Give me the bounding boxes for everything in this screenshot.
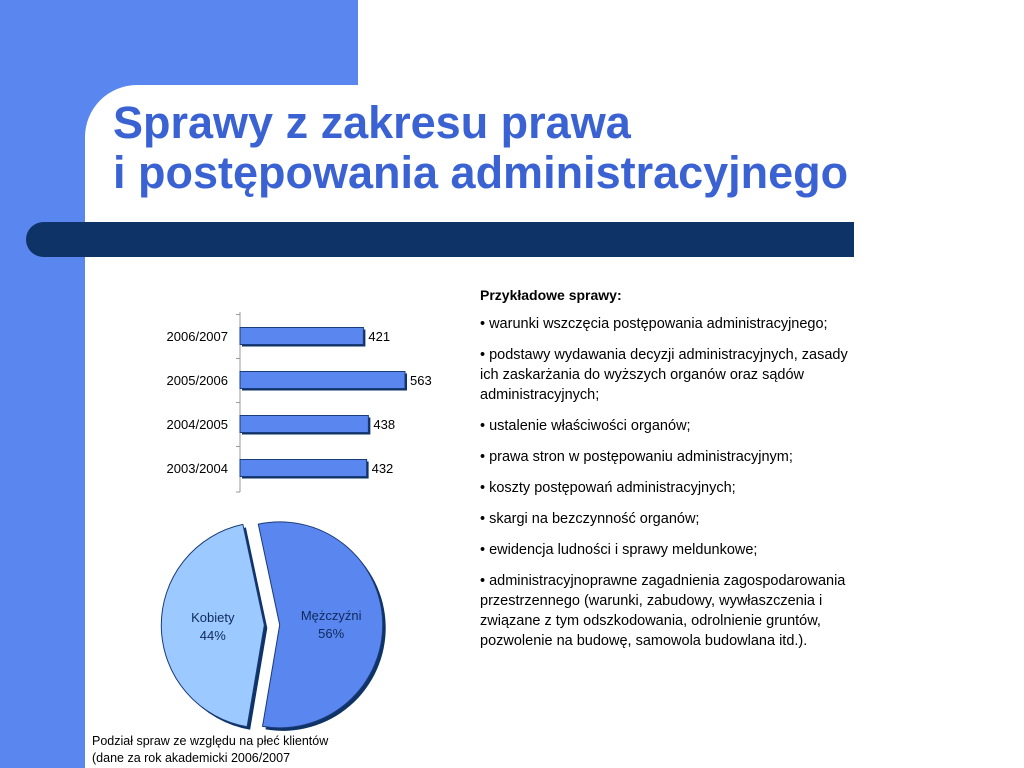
example-item-text: ewidencja ludności i sprawy meldunkowe; (489, 542, 758, 558)
bullet-icon: • (480, 542, 486, 558)
bar-category-label: 2004/2005 (166, 417, 228, 432)
example-item (480, 447, 860, 467)
example-item (480, 571, 860, 651)
bar-value-label: 563 (410, 373, 432, 388)
examples-list (480, 285, 860, 662)
pie-slice-label: Mężczyźni (300, 607, 362, 623)
pie-slice-label: Kobiety (191, 610, 235, 626)
example-item-text: administracyjnoprawne zagadnienia zagospodarowania przestrzennego (warunki, zabudowy, wywłaszczenia i związane z tym odszkodowania, odrolnienie gruntów, pozwolenie na budowę, samowola budowlana itd.). (480, 573, 846, 649)
example-item (480, 416, 860, 436)
example-item (480, 478, 860, 498)
pie-slice-women (161, 524, 264, 726)
bar-value-label: 432 (371, 461, 394, 476)
example-item (480, 540, 860, 560)
slide-title-line-2: i postępowania administracyjnego (113, 147, 849, 198)
slide-title-line-1: Sprawy z zakresu prawa (113, 97, 631, 148)
examples-heading: Przykładowe sprawy: (480, 287, 622, 303)
example-item-text: warunki wszczęcia postępowania administracyjnego; (489, 316, 828, 332)
bullet-icon: • (480, 449, 486, 465)
bullet-icon: • (480, 347, 486, 363)
example-item-text: koszty postępowań administracyjnych; (489, 480, 736, 496)
example-item (480, 345, 860, 405)
bullet-icon: • (480, 511, 486, 527)
bullet-icon: • (480, 316, 486, 332)
caption-line-2: (dane za rok akademicki 2006/2007 (92, 751, 291, 765)
example-item-text: skargi na bezczynność organów; (489, 511, 700, 527)
example-item-text: prawa stron w postępowaniu administracyjnym; (489, 449, 793, 465)
bar-value-label: 421 (368, 329, 391, 344)
caption-line-1: Podział spraw ze względu na płeć klientów (92, 734, 329, 748)
example-item (480, 509, 860, 529)
bullet-icon: • (480, 573, 486, 589)
bar-value-label: 438 (373, 417, 396, 432)
example-item-text: ustalenie właściwości organów; (489, 418, 691, 434)
bar-category-label: 2005/2006 (166, 373, 228, 388)
bar-category-label: 2006/2007 (166, 329, 228, 344)
pie-slice-value-label: 44% (199, 628, 226, 644)
bar-category-label: 2003/2004 (166, 461, 228, 476)
example-item (480, 314, 860, 334)
pie-slice-value-label: 56% (318, 625, 345, 641)
example-item-text: podstawy wydawania decyzji administracyjnych, zasady ich zaskarżania do wyższych organów oraz sądów administracyjnych; (480, 347, 848, 403)
examples-items (480, 314, 860, 651)
bullet-icon: • (480, 480, 486, 496)
chart-caption (92, 733, 328, 767)
bullet-icon: • (480, 418, 486, 434)
